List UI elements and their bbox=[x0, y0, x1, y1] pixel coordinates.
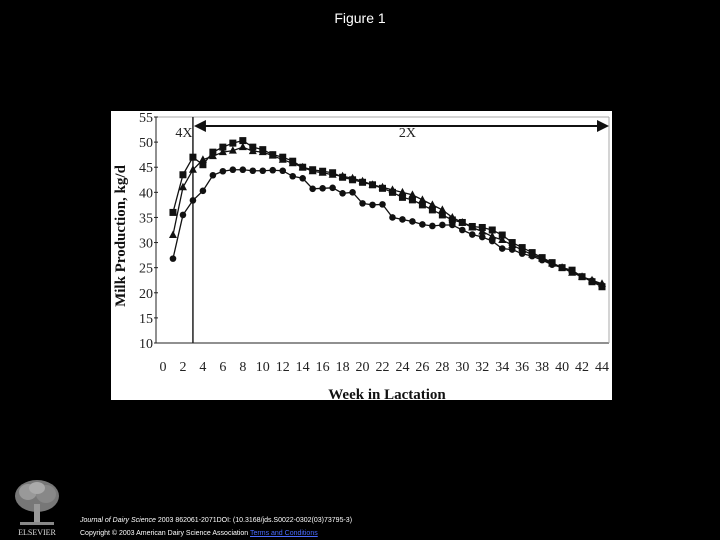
circle-marker bbox=[230, 166, 237, 173]
square-marker bbox=[169, 209, 176, 216]
x-tick-label: 24 bbox=[395, 360, 410, 375]
circle-marker bbox=[399, 216, 406, 223]
x-tick-label: 16 bbox=[315, 360, 330, 375]
y-tick-label: 35 bbox=[139, 211, 153, 227]
circle-marker bbox=[299, 175, 306, 182]
circle-marker bbox=[279, 167, 286, 174]
circle-marker bbox=[409, 218, 416, 225]
x-tick-label: 32 bbox=[475, 360, 490, 375]
phase-annotations bbox=[175, 117, 609, 343]
circle-marker bbox=[589, 277, 596, 284]
x-axis-title: Week in Lactation bbox=[328, 387, 446, 400]
circle-marker bbox=[349, 189, 356, 196]
series-line bbox=[173, 147, 602, 284]
x-tick-label: 34 bbox=[495, 360, 510, 375]
circle-marker bbox=[429, 223, 436, 230]
circle-marker bbox=[180, 212, 187, 219]
circle-marker bbox=[469, 231, 476, 238]
circle-marker bbox=[309, 186, 316, 193]
citation-footer bbox=[80, 514, 352, 540]
phase-arrow-right-head bbox=[597, 120, 609, 132]
circle-marker bbox=[559, 264, 566, 271]
square-marker bbox=[179, 171, 186, 178]
milk-production-chart bbox=[111, 111, 612, 400]
circle-marker bbox=[479, 234, 486, 241]
circle-marker bbox=[369, 202, 376, 209]
series-circle bbox=[170, 166, 606, 288]
x-tick-label: 26 bbox=[415, 360, 430, 375]
circle-marker bbox=[439, 222, 446, 229]
circle-marker bbox=[190, 197, 197, 204]
square-marker bbox=[229, 140, 236, 147]
series-layer bbox=[169, 137, 606, 290]
y-tick-label: 10 bbox=[139, 337, 153, 352]
circle-marker bbox=[599, 282, 606, 289]
terms-link[interactable]: Terms and Conditions bbox=[250, 530, 318, 537]
circle-marker bbox=[289, 173, 296, 180]
x-tick-label: 10 bbox=[255, 360, 270, 375]
x-tick-label: 42 bbox=[575, 360, 590, 375]
circle-marker bbox=[319, 185, 326, 192]
circle-marker bbox=[389, 214, 396, 221]
circle-marker bbox=[220, 168, 227, 175]
y-tick-label: 15 bbox=[139, 311, 153, 327]
x-tick-label: 18 bbox=[335, 360, 350, 375]
series-line bbox=[173, 141, 602, 287]
circle-marker bbox=[170, 255, 177, 262]
series-square bbox=[169, 137, 605, 290]
x-tick-label: 40 bbox=[555, 360, 570, 375]
circle-marker bbox=[569, 269, 576, 276]
x-tick-label: 30 bbox=[455, 360, 470, 375]
x-tick-label: 38 bbox=[535, 360, 550, 375]
series-line bbox=[173, 170, 602, 286]
triangle-marker bbox=[169, 231, 177, 239]
y-tick-label: 50 bbox=[139, 136, 153, 152]
x-tick-label: 22 bbox=[375, 360, 390, 375]
phase-2x-label: 2X bbox=[398, 126, 417, 141]
circle-marker bbox=[249, 167, 256, 174]
circle-marker bbox=[489, 238, 496, 245]
y-tick-label: 30 bbox=[139, 236, 153, 252]
y-tick-label: 55 bbox=[139, 111, 153, 126]
circle-marker bbox=[499, 245, 506, 252]
x-tick-label: 0 bbox=[159, 360, 167, 375]
x-tick-label: 2 bbox=[179, 360, 187, 375]
circle-marker bbox=[529, 253, 536, 260]
y-tick-label: 20 bbox=[139, 286, 153, 302]
circle-marker bbox=[459, 227, 466, 234]
y-tick-label: 40 bbox=[139, 186, 153, 202]
y-tick-label: 45 bbox=[139, 161, 153, 177]
y-tick-labels bbox=[139, 111, 158, 352]
circle-marker bbox=[549, 261, 556, 268]
x-tick-label: 28 bbox=[435, 360, 450, 375]
circle-marker bbox=[579, 273, 586, 280]
phase-4x-label: 4X bbox=[175, 126, 193, 141]
x-tick-label: 36 bbox=[515, 360, 530, 375]
x-tick-label: 44 bbox=[595, 360, 609, 375]
elsevier-wordmark: ELSEVIER bbox=[18, 528, 56, 537]
circle-marker bbox=[329, 185, 336, 192]
circle-marker bbox=[240, 166, 247, 173]
circle-marker bbox=[539, 257, 546, 264]
circle-marker bbox=[339, 190, 346, 197]
x-tick-label: 4 bbox=[199, 360, 207, 375]
elsevier-tree-icon bbox=[6, 476, 68, 538]
circle-marker bbox=[419, 221, 426, 228]
circle-marker bbox=[200, 188, 207, 195]
circle-marker bbox=[210, 172, 217, 179]
x-tick-label: 6 bbox=[219, 360, 227, 375]
phase-arrow-left-head bbox=[194, 120, 206, 132]
y-tick-label: 25 bbox=[139, 261, 153, 277]
circle-marker bbox=[379, 201, 386, 208]
y-axis-title: Milk Production, kg/d bbox=[113, 165, 129, 307]
x-tick-label: 12 bbox=[275, 360, 290, 375]
circle-marker bbox=[259, 167, 266, 174]
x-tick-label: 20 bbox=[355, 360, 370, 375]
citation-text: 2003 862061-2071DOI: (10.3168/jds.S0022-0302(03)73795-3) bbox=[155, 517, 353, 524]
circle-marker bbox=[509, 246, 516, 253]
journal-name: Journal of Dairy Science bbox=[80, 517, 156, 524]
x-tick-label: 14 bbox=[295, 360, 310, 375]
circle-marker bbox=[449, 222, 456, 229]
circle-marker bbox=[519, 250, 526, 257]
copyright-text: Copyright © 2003 American Dairy Science Association bbox=[80, 530, 249, 537]
x-tick-label: 8 bbox=[239, 360, 247, 375]
x-tick-labels bbox=[160, 360, 610, 375]
series-triangle bbox=[169, 143, 606, 287]
circle-marker bbox=[359, 200, 366, 207]
figure-panel bbox=[111, 111, 612, 400]
circle-marker bbox=[269, 167, 276, 174]
slide-title: Figure 1 bbox=[334, 10, 386, 26]
square-marker bbox=[189, 154, 196, 161]
